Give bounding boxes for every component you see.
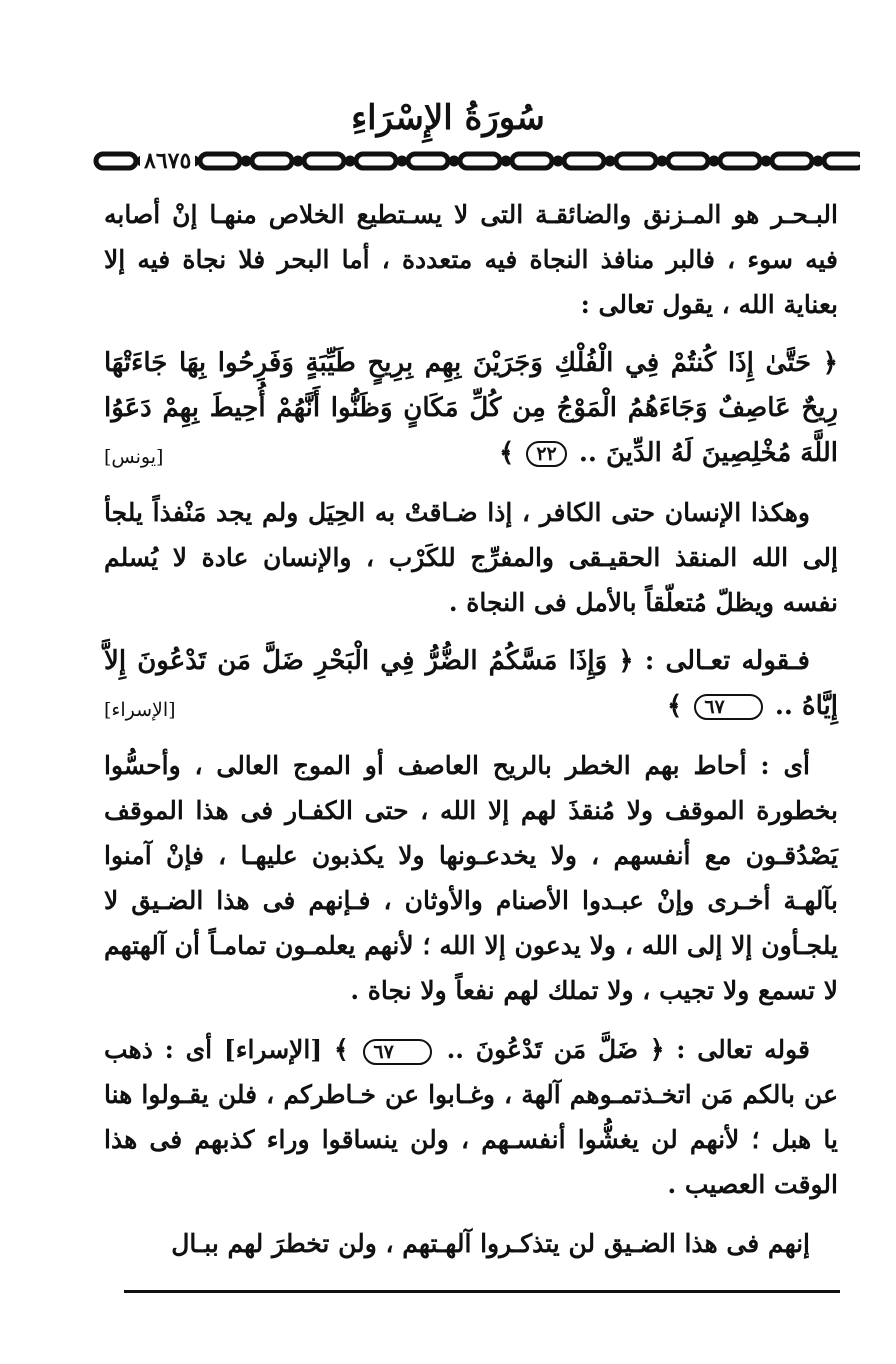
border-link [408,154,448,168]
border-link [96,154,136,168]
border-link [720,154,760,168]
paragraph-5: إنهم فى هذا الضـيق لن يتذكـروا آلهـتهم ، ولن تخطرَ لهم ببـال [171,1229,810,1258]
border-dot [243,158,249,164]
quran-verse-isra-1 [104,639,838,729]
paragraph-3: أى : أحاط بهم الخطر بالريح العاصف أو الموج العالى ، وأحسُّوا بخطورة الموقف ولا مُنقذَ لهم إلا الله ، حتى الكفـار فى هذا الموقف يَصْدُقـون مع أنفسهم ، ولا يخدعـونها ولا يكذبون عليهـا ، فإنْ آمنوا بآلهـة أخـرى وإنْ عبـدوا الأصنام والأوثان ، فـإنهم فى هذا الضـيق لا يلجـأون إلا إلى الله ، ولا يدعون إلا الله ؛ لأنهم يعلمـون تمامـاً أن آلهتهم لا تسمع ولا تجيب ، ولا تملك لهم نفعاً ولا نجاة . [104,751,838,1005]
border-link [356,154,396,168]
border-link [772,154,812,168]
verse-text: ﴿ وَإِذَا مَسَّكُمُ الضُّرُّ فِي الْبَحْرِ ضَلَّ مَن تَدْعُونَ إِلاَّ إِيَّاهُ .. [104,646,838,721]
verse-intro: قوله تعالى : [676,1035,810,1064]
border-link [616,154,656,168]
surah-reference: [الإسراء] [223,1035,323,1064]
decorative-border [90,146,860,176]
border-link [512,154,552,168]
border-dot [555,158,561,164]
verse-text: ﴿ حَتَّىٰ إِذَا كُنتُمْ فِي الْفُلْكِ وَجَرَيْنَ بِهِم بِرِيحٍ طَيِّبَةٍ وَفَرِحُوا بِهَا جَاءَتْهَا رِيحٌ عَاصِفٌ وَجَاءَهُمُ الْمَوْجُ مِن كُلِّ مَكَانٍ وَظَنُّوا أَنَّهُمْ أُحِيطَ بِهِمْ دَعَوُا اللَّهَ مُخْلِصِينَ لَهُ الدِّينَ .. [104,348,838,468]
verse-intro: فـقوله تعـالى : [644,646,810,676]
border-link [304,154,344,168]
border-link [460,154,500,168]
verse-text: ﴿ ضَلَّ مَن تَدْعُونَ .. [446,1035,665,1064]
border-link [200,154,240,168]
surah-reference: [الإسراء] [104,699,176,721]
paragraph-2: وهكذا الإنسان حتى الكافر ، إذا ضـاقتْ به الحِيَل ولم يجد مَنْفذاً يلجأ إلى الله المنقذ الحقيـقى والمفرِّج للكَرْب ، والإنسان عادة لا يُسلم نفسه ويظلّ مُتعلّقاً بالأمل فى النجاة . [104,498,838,617]
border-dot [399,158,405,164]
border-link [252,154,292,168]
paragraph-4 [104,1027,838,1207]
quran-verse-yunus [104,341,838,476]
border-dot [815,158,821,164]
border-dot [607,158,613,164]
verse-number: ٢٢ [526,441,566,467]
verse-number: ٦٧ [363,1039,431,1065]
paragraph-text: أى : ذهب عن بالكم مَن اتخـذتمـوهم آلهة ، وغـابوا عن خـاطركم ، فلن يقـولوا هنا يا هبل ؛ لأنهم لن يغشُّوا أنفسـهم ، ولن ينساقوا وراء كذبهم فى هذا الوقت العصيب . [104,1035,838,1199]
verse-close-bracket: ﴾ [333,1035,349,1064]
border-dot [295,158,301,164]
surah-title: سُورَةُ الإِسْرَاءِ [351,98,545,138]
border-dot [451,158,457,164]
surah-reference: [يونس] [104,446,164,468]
border-link [824,154,860,168]
border-link [564,154,604,168]
verse-close-bracket: ﴾ [499,438,515,468]
footer-rule [124,1290,840,1293]
verse-number: ٦٧ [694,694,762,720]
page-number: ٨٦٧٥ [140,149,195,173]
border-dot [347,158,353,164]
paragraph-1: البـحـر هو المـزنق والضائقـة التى لا يسـتطيع الخلاص منهـا إنْ أصابه فيه سوء ، فالبر منافذ النجاة فيه متعددة ، أما البحر فلا نجاة فيه إلا بعناية الله ، يقول تعالى : [104,200,838,319]
border-link [668,154,708,168]
border-dot [763,158,769,164]
border-dot [503,158,509,164]
border-dot [711,158,717,164]
verse-close-bracket: ﴾ [667,691,683,721]
border-dot [659,158,665,164]
page-body [104,192,838,1280]
